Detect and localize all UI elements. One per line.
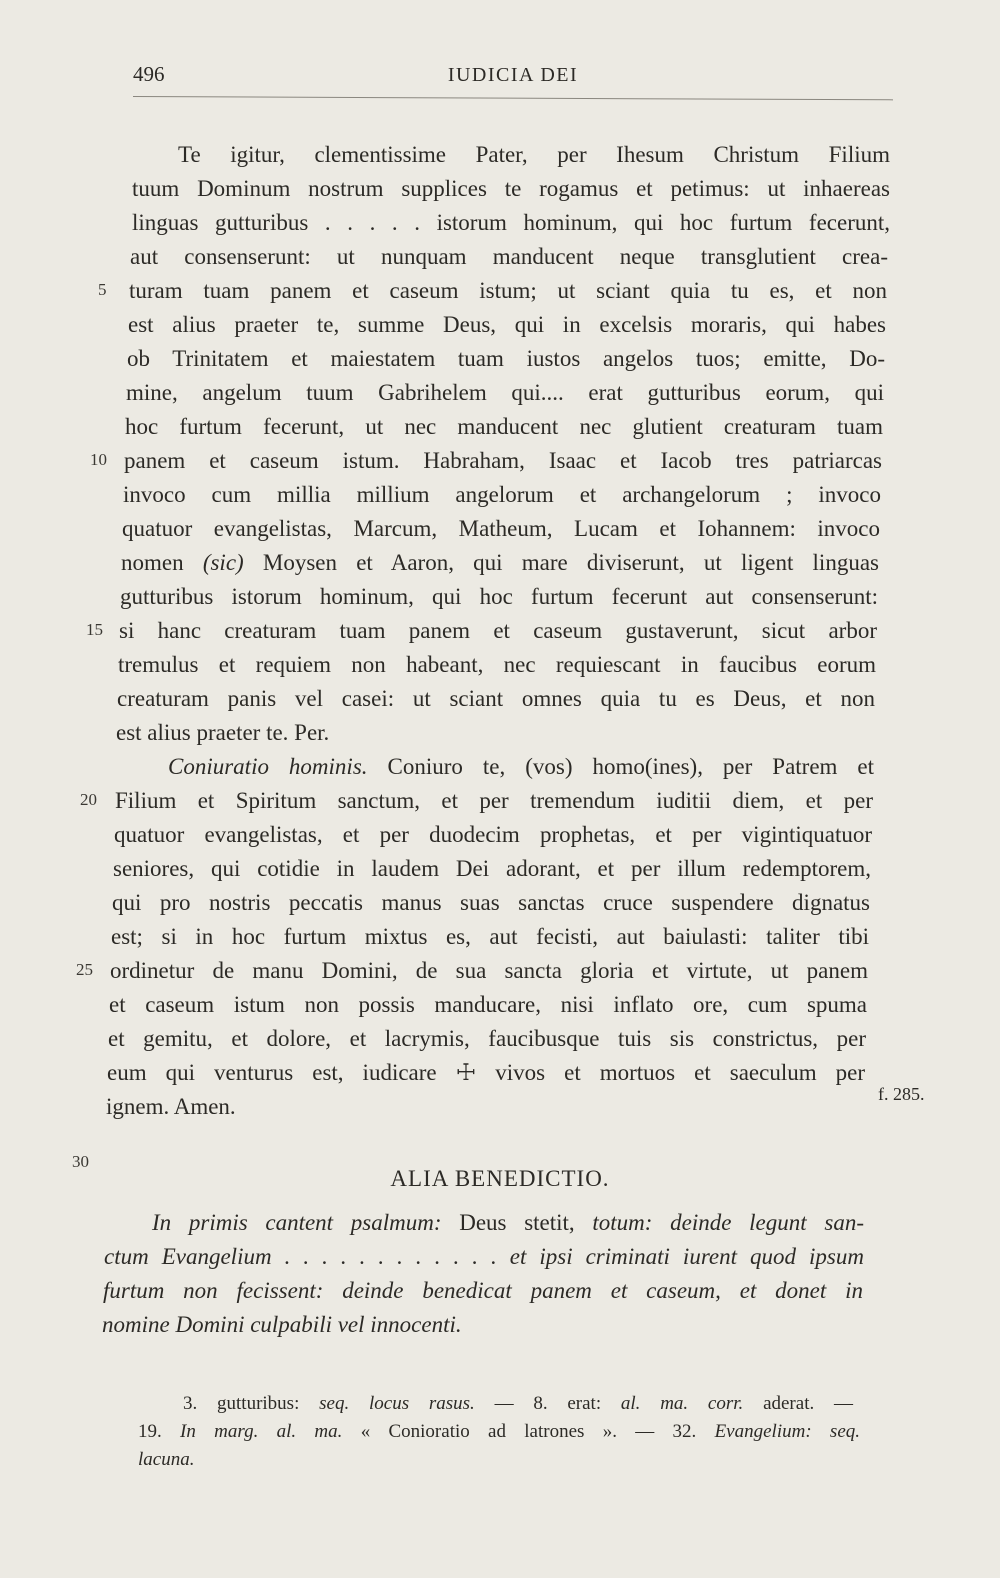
rubric-italic: In primis cantent psalmum: [152,1210,442,1235]
footnote-text: — 8. erat: [474,1393,621,1414]
text-line: tuum Dominum nostrum supplices te rogamus et petimus: ut inhaereas [132,176,890,201]
text-line: Filium et Spiritum sanctum, et per tremendum iuditii diem, et per [115,788,873,813]
footnote-line [183,1390,853,1418]
text-line: ignem. Amen. [106,1094,236,1119]
text-line: est; si in hoc furtum mixtus es, aut fecisti, aut baiulasti: taliter tibi [111,924,869,949]
text-line: turam tuam panem et caseum istum; ut sciant quia tu es, et non [129,278,887,303]
footnote-text: « Conioratio ad latrones ». — 32. [342,1421,715,1442]
footnote-line [138,1418,860,1446]
text-line: nomine Domini culpabili vel innocenti. [102,1312,462,1337]
line-remainder: Coniuro te, (vos) homo(ines), per Patrem et [387,754,874,779]
text-line: et caseum istum non possis manducare, nisi inflato ore, cum spuma [109,992,867,1017]
text-line: creaturam panis vel casei: ut sciant omnes quia tu es Deus, et non [117,686,875,711]
footnote-text: 19. [138,1421,181,1442]
footnote-italic: seq. locus rasus. [319,1393,475,1414]
text-line: furtum non fecissent: deinde benedicat panem et caseum, et donet in [103,1278,863,1303]
text-line: tremulus et requiem non habeant, nec requiescant in faucibus eorum [118,652,876,677]
text-line: gutturibus istorum hominum, qui hoc furtum fecerunt aut consenserunt: [120,584,878,609]
text-line: invoco cum millia millium angelorum et archangelorum ; invoco [123,482,881,507]
text-line: ctum Evangelium . . . . . . . . . . . . et ipsi criminati iurent quod ipsum [104,1244,864,1269]
folio-note: f. 285. [878,1084,925,1104]
running-title: IUDICIA DEI [447,64,579,86]
rubric-italic: totum [592,1210,645,1235]
section-heading: ALIA BENEDICTIO. [390,1166,610,1191]
inline-word: nomen [121,550,184,575]
text-line: qui pro nostris peccatis manus suas sanctas cruce suspendere dignatus [112,890,870,915]
line-number: 5 [98,280,107,299]
text-line: est alius praeter te. Per. [116,720,330,745]
line-remainder: Moysen et Aaron, qui mare diviserunt, ut ligent linguas [262,550,879,575]
text-line: aut consenserunt: ut nunquam manducent neque transglutient crea- [130,244,888,269]
text-line: seniores, qui cotidie in laudem Dei adorant, et per illum redemptorem, [113,856,871,881]
text-line: linguas gutturibus . . . . . istorum hominum, qui hoc furtum fecerunt, [132,210,890,235]
line-number: 30 [72,1152,89,1171]
text-line: ordinetur de manu Domini, de sua sancta gloria et virtute, ut panem [110,958,868,983]
text-line: hoc furtum fecerunt, ut nec manducent nec glutient creaturam tuam [125,414,883,439]
line-number: 10 [90,450,107,469]
footnote-text: 3. gutturibus: [183,1393,320,1414]
text-line: eum qui venturus est, iudicare ☩ vivos et mortuos et saeculum per [107,1060,865,1085]
text-line [121,546,879,580]
coniuratio-rubric: Coniuratio hominis. [168,754,368,779]
text-line: quatuor evangelistas, et per duodecim prophetas, et per vigintiquatuor [114,822,872,847]
header-rule [133,96,893,100]
rubric-italic: : deinde legunt san- [644,1210,864,1235]
line-number: 20 [80,790,97,809]
page-number: 496 [133,62,165,86]
text-line: quatuor evangelistas, Marcum, Matheum, Lucam et Iohannem: invoco [122,516,880,541]
running-head [133,62,893,92]
text-line [168,750,874,784]
text-line: ob Trinitatem et maiestatem tuam iustos angelos tuos; emitte, Do- [127,346,885,371]
footnote-italic: al. ma. corr. [620,1393,744,1414]
rubric-roman: Deus stetit, [441,1210,593,1235]
text-line: et gemitu, et dolore, et lacrymis, faucibusque tuis sis constrictus, per [108,1026,866,1051]
footnote-italic: Evangelium: seq. [714,1421,861,1442]
text-line: Te igitur, clementissime Pater, per Ihesum Christum Filium [178,142,890,167]
line-number: 25 [76,960,93,979]
text-line: mine, angelum tuum Gabrihelem qui.... erat gutturibus eorum, qui [126,380,884,405]
footnote-line: lacuna. [138,1449,195,1470]
text-line: est alius praeter te, summe Deus, qui in excelsis moraris, qui habes [128,312,886,337]
line-number: 15 [86,620,103,639]
sic-note: (sic) [202,550,244,575]
text-line: si hanc creaturam tuam panem et caseum gustaverunt, sicut arbor [119,618,877,643]
footnote-text: aderat. — [743,1393,853,1414]
text-line [152,1206,864,1240]
text-line: panem et caseum istum. Habraham, Isaac et Iacob tres patriarcas [124,448,882,473]
footnote-italic: In marg. al. ma. [180,1421,343,1442]
